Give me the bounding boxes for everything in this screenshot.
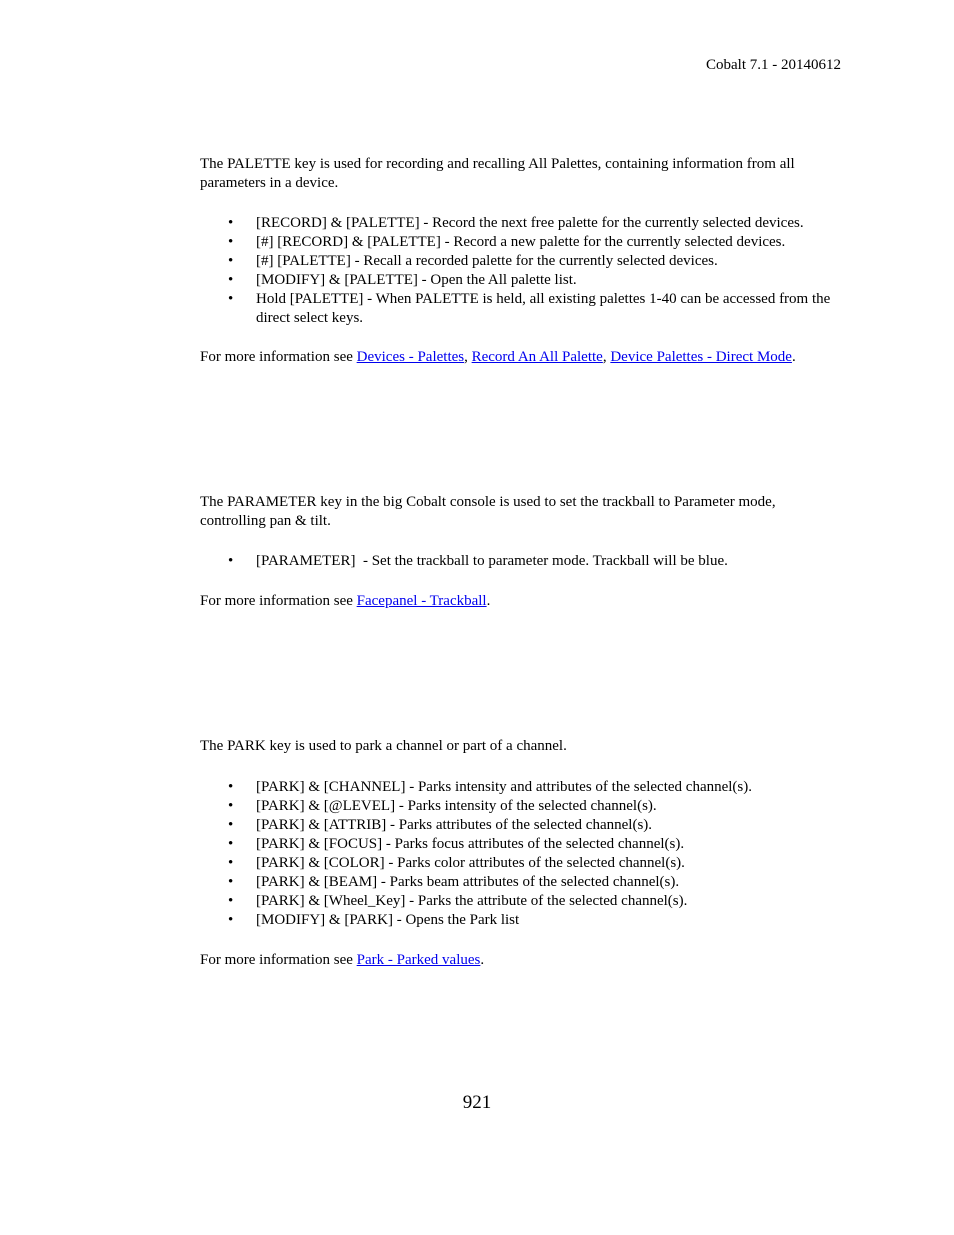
park-bullet-list [200, 778, 840, 930]
palette-intro: The PALETTE key is used for recording and recalling All Palettes, containing information from all parameters in a device. [200, 156, 795, 191]
parameter-more-info [200, 592, 840, 611]
list-item: • Hold [PALETTE] - When PALETTE is held, all existing palettes 1-40 can be accessed from the direct select keys. [200, 290, 840, 328]
park-more-info [200, 951, 840, 970]
parameter-intro: The PARAMETER key in the big Cobalt console is used to set the trackball to Parameter mode, controlling pan & tilt. [200, 494, 776, 529]
link-device-palettes-direct-mode[interactable]: Device Palettes - Direct Mode [610, 349, 792, 365]
separator: , [464, 349, 472, 365]
period: . [480, 952, 485, 968]
link-record-an-all-palette[interactable]: Record An All Palette [471, 349, 603, 365]
list-item: • [PARK] & [CHANNEL] - Parks intensity and attributes of the selected channel(s). [200, 778, 840, 797]
list-item: • [MODIFY] & [PALETTE] - Open the All palette list. [200, 271, 840, 290]
list-item: • [PARK] & [ATTRIB] - Parks attributes of the selected channel(s). [200, 816, 840, 835]
list-item: • [MODIFY] & [PARK] - Opens the Park list [200, 911, 840, 930]
parameter-bullet-list [200, 552, 840, 571]
list-item: • [PARK] & [BEAM] - Parks beam attributes of the selected channel(s). [200, 873, 840, 892]
palette-more-info [200, 348, 840, 367]
list-item: • [PARK] & [COLOR] - Parks color attributes of the selected channel(s). [200, 854, 840, 873]
more-info-text: For more information see [200, 349, 357, 365]
link-facepanel-trackball[interactable]: Facepanel - Trackball [356, 593, 487, 609]
list-item: • [PARK] & [Wheel_Key] - Parks the attribute of the selected channel(s). [200, 892, 840, 911]
period: . [486, 593, 491, 609]
more-info-text: For more information see [200, 952, 357, 968]
list-item: • [#] [RECORD] & [PALETTE] - Record a new palette for the currently selected devices. [200, 233, 840, 252]
list-item: • [PARK] & [@LEVEL] - Parks intensity of the selected channel(s). [200, 797, 840, 816]
link-park-parked-values[interactable]: Park - Parked values [356, 952, 481, 968]
page-number: 921 [462, 1092, 492, 1113]
park-intro: The PARK key is used to park a channel or part of a channel. [200, 738, 567, 754]
list-item: • [PARAMETER] - Set the trackball to parameter mode. Trackball will be blue. [200, 552, 840, 571]
list-item: • [#] [PALETTE] - Recall a recorded palette for the currently selected devices. [200, 252, 840, 271]
list-item: • [PARK] & [FOCUS] - Parks focus attributes of the selected channel(s). [200, 835, 840, 854]
separator: , [602, 349, 611, 365]
running-header: Cobalt 7.1 - 20140612 [706, 57, 841, 73]
period: . [791, 349, 796, 365]
more-info-text: For more information see [200, 593, 357, 609]
list-item: • [RECORD] & [PALETTE] - Record the next free palette for the currently selected devices. [200, 214, 840, 233]
palette-bullet-list [200, 214, 840, 328]
link-devices-palettes[interactable]: Devices - Palettes [356, 349, 465, 365]
